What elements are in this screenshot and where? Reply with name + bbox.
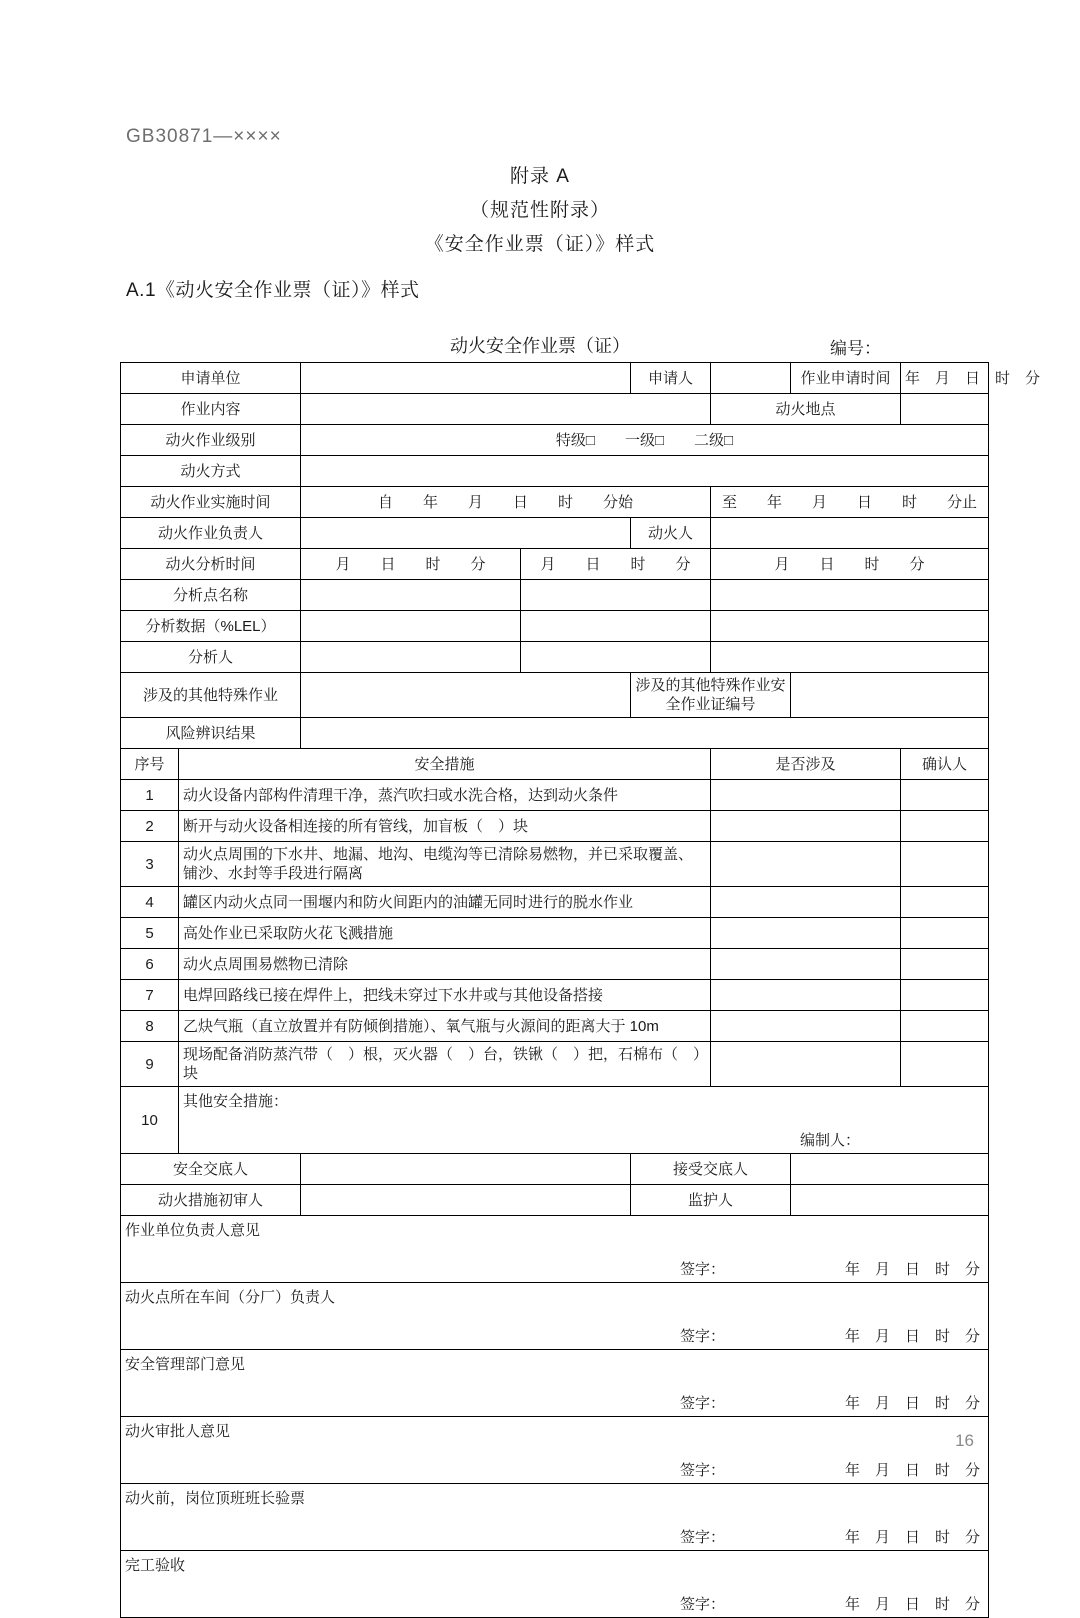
header-safety-measures: 安全措施 [179, 749, 711, 780]
field-analysis-point-3[interactable] [711, 580, 989, 611]
label-measure-reviewer: 动火措施初审人 [121, 1185, 301, 1216]
table-row [121, 363, 989, 394]
table-row [121, 1417, 989, 1484]
page-number: 16 [955, 1431, 974, 1450]
field-analysis-point-1[interactable] [301, 580, 521, 611]
measure-confirmer[interactable] [901, 1042, 989, 1087]
opinion-label: 动火点所在车间（分厂）负责人 [125, 1289, 336, 1306]
opinion-signature-row [125, 1240, 984, 1279]
sign-label: 签字： [679, 1529, 725, 1546]
label-apply-time: 作业申请时间 [791, 363, 901, 394]
label-analyst: 分析人 [121, 642, 301, 673]
label-hotwork-method: 动火方式 [121, 456, 301, 487]
opinion-label: 动火前，岗位顶班班长验票 [125, 1490, 306, 1507]
field-hotwork-location[interactable] [901, 394, 989, 425]
measure-involved[interactable] [711, 811, 901, 842]
sign-label: 签字： [679, 1395, 725, 1412]
measure-no: 6 [121, 949, 179, 980]
hotwork-permit-table [120, 362, 1041, 1618]
table-row [121, 887, 989, 918]
field-measure-reviewer[interactable] [301, 1185, 631, 1216]
opinion-signature-row [125, 1374, 984, 1413]
appendix-title-line2: （规范性附录） [469, 200, 610, 221]
table-row [121, 1042, 989, 1087]
label-applicant: 申请人 [631, 363, 711, 394]
header-involved: 是否涉及 [711, 749, 901, 780]
field-analyst-2[interactable] [521, 642, 711, 673]
sign-date-label: 年 月 日 时 分 [845, 1529, 981, 1546]
field-applicant[interactable] [711, 363, 791, 394]
table-row [121, 549, 989, 580]
appendix-title-line3: 《安全作业票（证）》样式 [424, 234, 656, 255]
table-row [121, 780, 989, 811]
form-number-label: 编号： [830, 339, 881, 358]
label-analysis-time: 动火分析时间 [121, 549, 301, 580]
field-analysis-time-3[interactable]: 月 日 时 分 [711, 549, 989, 580]
label-safety-discloser: 安全交底人 [121, 1154, 301, 1185]
opinion-label: 作业单位负责人意见 [125, 1222, 261, 1239]
table-row [121, 749, 989, 780]
label-analysis-data: 分析数据（%LEL） [121, 611, 301, 642]
table-row [121, 1154, 989, 1185]
measure-confirmer[interactable] [901, 1011, 989, 1042]
form-title: 动火安全作业票（证） [450, 336, 630, 356]
table-row [121, 842, 989, 887]
field-analysis-time-2[interactable]: 月 日 时 分 [521, 549, 711, 580]
measure-text: 高处作业已采取防火花飞溅措施 [179, 918, 711, 949]
measure-involved[interactable] [711, 780, 901, 811]
measure-involved[interactable] [711, 1042, 901, 1087]
field-implement-from[interactable]: 自 年 月 日 时 分始 [301, 487, 711, 518]
table-row [121, 1283, 989, 1350]
measure-involved[interactable] [711, 1011, 901, 1042]
measure-text: 动火点周围易燃物已清除 [179, 949, 711, 980]
measure-no: 8 [121, 1011, 179, 1042]
measure-no: 3 [121, 842, 179, 887]
measure-no: 10 [121, 1087, 179, 1154]
opinion-label: 动火审批人意见 [125, 1423, 231, 1440]
measure-text: 断开与动火设备相连接的所有管线，加盲板（ ）块 [179, 811, 711, 842]
label-work-content: 作业内容 [121, 394, 301, 425]
field-hotwork-method[interactable] [301, 456, 989, 487]
table-row [121, 1350, 989, 1417]
sign-date-label: 年 月 日 时 分 [845, 1462, 981, 1479]
table-row [121, 487, 989, 518]
sign-date-label: 年 月 日 时 分 [845, 1395, 981, 1412]
field-guardian[interactable] [791, 1185, 989, 1216]
label-applicant-unit: 申请单位 [121, 363, 301, 394]
field-analyst-3[interactable] [711, 642, 989, 673]
field-analysis-time-1[interactable]: 月 日 时 分 [301, 549, 521, 580]
opinion-block[interactable] [121, 1551, 989, 1618]
field-analysis-data-2[interactable] [521, 611, 711, 642]
header-seq: 序号 [121, 749, 179, 780]
field-hotwork-level-options[interactable]: 特级□ 一级□ 二级□ [301, 425, 989, 456]
measure-confirmer[interactable] [901, 780, 989, 811]
opinion-block[interactable] [121, 1350, 989, 1417]
opinion-signature-row [125, 1575, 984, 1614]
standard-code: GB30871—×××× [126, 126, 282, 147]
measure-text: 现场配备消防蒸汽带（ ）根，灭火器（ ）台，铁锹（ ）把，石棉布（ ）块 [179, 1042, 711, 1087]
measure-no: 7 [121, 980, 179, 1011]
opinion-signature-row [125, 1307, 984, 1346]
appendix-title [0, 160, 1080, 262]
measure-other-cell[interactable] [179, 1087, 989, 1154]
measure-involved[interactable] [711, 887, 901, 918]
field-discloser-receiver[interactable] [791, 1154, 989, 1185]
field-applicant-unit[interactable] [301, 363, 631, 394]
sign-date-label: 年 月 日 时 分 [845, 1596, 981, 1613]
label-hotwork-level: 动火作业级别 [121, 425, 301, 456]
measure-confirmer[interactable] [901, 918, 989, 949]
appendix-title-line1: 附录 A [510, 166, 570, 187]
measure-confirmer[interactable] [901, 887, 989, 918]
field-implement-to[interactable]: 至 年 月 日 时 分止 [711, 487, 989, 518]
preparer-label [183, 1111, 984, 1150]
table-row [121, 980, 989, 1011]
table-row [121, 1185, 989, 1216]
table-row [121, 642, 989, 673]
table-row [121, 425, 989, 456]
field-risk-result[interactable] [301, 718, 989, 749]
opinion-label: 完工验收 [125, 1557, 186, 1574]
label-implement-time: 动火作业实施时间 [121, 487, 301, 518]
measure-no: 2 [121, 811, 179, 842]
measure-confirmer[interactable] [901, 811, 989, 842]
field-analysis-data-3[interactable] [711, 611, 989, 642]
measure-text: 动火点周围的下水井、地漏、地沟、电缆沟等已清除易燃物，并已采取覆盖、铺沙、水封等手段进行隔离 [179, 842, 711, 887]
table-row [121, 718, 989, 749]
sign-date-label: 年 月 日 时 分 [845, 1261, 981, 1278]
measure-involved[interactable] [711, 842, 901, 887]
sign-label: 签字： [679, 1261, 725, 1278]
opinion-signature-row [125, 1441, 984, 1480]
field-safety-discloser[interactable] [301, 1154, 631, 1185]
label-discloser-receiver: 接受交底人 [631, 1154, 791, 1185]
opinion-block[interactable] [121, 1417, 989, 1484]
measure-text: 罐区内动火点同一围堰内和防火间距内的油罐无同时进行的脱水作业 [179, 887, 711, 918]
table-row [121, 1216, 989, 1283]
measure-involved[interactable] [711, 918, 901, 949]
measure-no: 5 [121, 918, 179, 949]
field-apply-time[interactable]: 年 月 日 时 分 [901, 363, 989, 394]
opinion-signature-row [125, 1508, 984, 1547]
measure-involved[interactable] [711, 949, 901, 980]
field-work-content[interactable] [301, 394, 711, 425]
table-row [121, 456, 989, 487]
opinion-block[interactable] [121, 1283, 989, 1350]
label-hotwork-location: 动火地点 [711, 394, 901, 425]
measure-text: 动火设备内部构件清理干净，蒸汽吹扫或水洗合格，达到动火条件 [179, 780, 711, 811]
measure-no: 9 [121, 1042, 179, 1087]
table-row [121, 673, 989, 718]
label-hotwork-manager: 动火作业负责人 [121, 518, 301, 549]
label-other-special-cert-no: 涉及的其他特殊作业安全作业证编号 [631, 673, 791, 718]
sign-label: 签字： [679, 1596, 725, 1613]
opinion-block[interactable] [121, 1484, 989, 1551]
opinion-label: 安全管理部门意见 [125, 1356, 246, 1373]
table-row [121, 811, 989, 842]
field-hotwork-operator[interactable] [711, 518, 989, 549]
table-row [121, 394, 989, 425]
sign-label: 签字： [679, 1328, 725, 1345]
label-risk-result: 风险辨识结果 [121, 718, 301, 749]
table-row [121, 611, 989, 642]
label-guardian: 监护人 [631, 1185, 791, 1216]
label-other-special-work: 涉及的其他特殊作业 [121, 673, 301, 718]
opinion-block[interactable] [121, 1216, 989, 1283]
preparer-text: 编制人： [800, 1132, 861, 1149]
measure-confirmer[interactable] [901, 842, 989, 887]
field-analysis-point-2[interactable] [521, 580, 711, 611]
measure-confirmer[interactable] [901, 980, 989, 1011]
measure-no: 1 [121, 780, 179, 811]
section-heading: A.1《动火安全作业票（证）》样式 [126, 280, 420, 301]
sign-date-label: 年 月 日 时 分 [845, 1328, 981, 1345]
table-row [121, 1484, 989, 1551]
table-row [121, 918, 989, 949]
measure-text: 电焊回路线已接在焊件上，把线未穿过下水井或与其他设备搭接 [179, 980, 711, 1011]
table-row [121, 1087, 989, 1154]
measure-text: 其他安全措施： [183, 1093, 289, 1110]
table-row [121, 949, 989, 980]
label-analysis-point-name: 分析点名称 [121, 580, 301, 611]
label-hotwork-operator: 动火人 [631, 518, 711, 549]
measure-involved[interactable] [711, 980, 901, 1011]
sign-label: 签字： [679, 1462, 725, 1479]
measure-text: 乙炔气瓶（直立放置并有防倾倒措施）、氧气瓶与火源间的距离大于 10m [179, 1011, 711, 1042]
header-confirmer: 确认人 [901, 749, 989, 780]
table-row [121, 518, 989, 549]
field-other-special-cert-no[interactable] [791, 673, 989, 718]
field-other-special-work[interactable] [301, 673, 631, 718]
measure-no: 4 [121, 887, 179, 918]
field-analyst-1[interactable] [301, 642, 521, 673]
field-hotwork-manager[interactable] [301, 518, 631, 549]
measure-confirmer[interactable] [901, 949, 989, 980]
field-analysis-data-1[interactable] [301, 611, 521, 642]
table-row [121, 580, 989, 611]
table-row [121, 1011, 989, 1042]
table-row [121, 1551, 989, 1618]
